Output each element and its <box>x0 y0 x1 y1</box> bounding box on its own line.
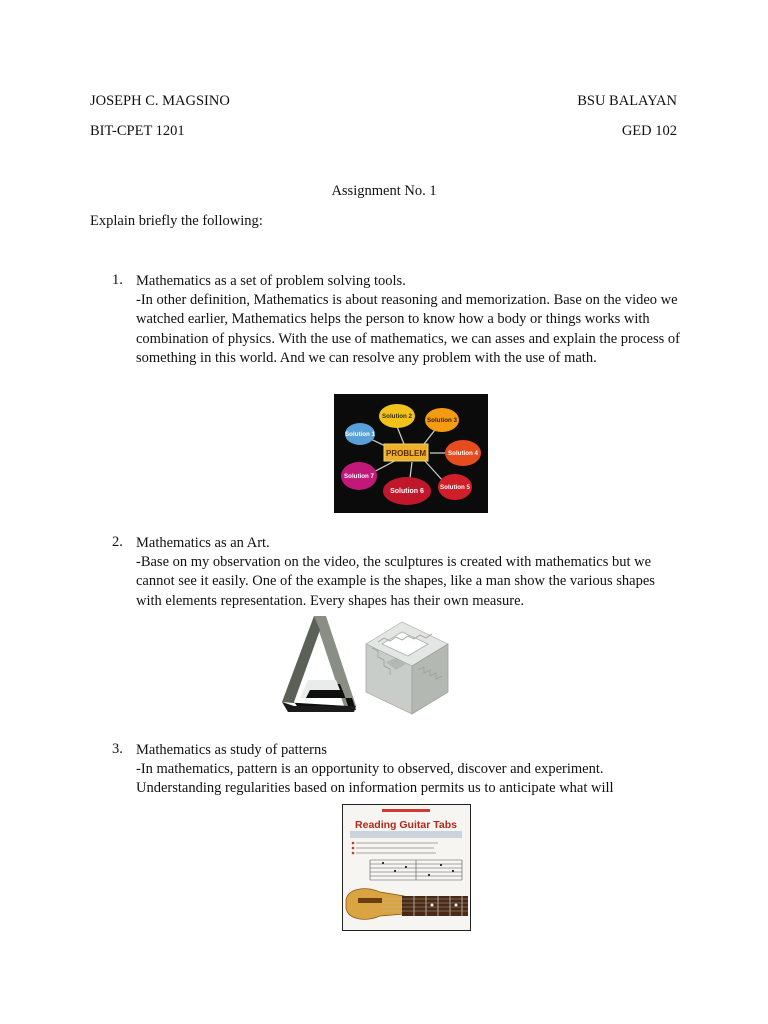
solution-7-label: Solution 7 <box>344 473 374 480</box>
item-2-heading: Mathematics as an Art. <box>136 535 270 551</box>
instruction-text: Explain briefly the following: <box>90 213 263 229</box>
solution-3-label: Solution 3 <box>427 417 457 424</box>
item-3-heading: Mathematics as study of patterns <box>136 742 327 758</box>
item-2-number: 2. <box>112 534 123 550</box>
guitar-tabs-title: Reading Guitar Tabs <box>355 819 457 831</box>
solution-4-label: Solution 4 <box>448 450 478 457</box>
problem-solution-diagram <box>334 394 488 513</box>
solution-6-label: Solution 6 <box>390 488 424 495</box>
impossible-staircase <box>366 622 448 714</box>
guitar-tabs-image <box>342 804 471 931</box>
school-name: BSU BALAYAN <box>577 93 677 109</box>
program-code: BIT-CPET 1201 <box>90 123 185 139</box>
solution-2-label: Solution 2 <box>382 413 412 420</box>
student-name: JOSEPH C. MAGSINO <box>90 93 230 109</box>
item-1-body: -In other definition, Mathematics is about reasoning and memorization. Base on the video we watched earlier, Mathematics helps the person to know how a body or things works with combination of physics. With the use of mathematics, we can asses and explain the process of something in this world. And we can resolve any problem with the use of math. <box>136 292 680 367</box>
item-3-body: -In mathematics, pattern is an opportunity to observed, discover and experiment. Understanding regularities based on information permits us to anticipate what will <box>136 761 614 797</box>
item-1-heading: Mathematics as a set of problem solving tools. <box>136 273 406 289</box>
solution-5-label: Solution 5 <box>440 484 470 491</box>
item-3-number: 3. <box>112 741 123 757</box>
impossible-shapes-image <box>278 614 454 716</box>
item-2-body: -Base on my observation on the video, the sculptures is created with mathematics but we cannot see it easily. One of the example is the shapes, like a man show the various shapes with elements representation. Every shapes has their own measure. <box>136 554 655 609</box>
impossible-triangle <box>282 616 356 712</box>
solution-1-label: Solution 1 <box>345 431 375 438</box>
item-1-number: 1. <box>112 272 123 288</box>
assignment-title: Assignment No. 1 <box>331 183 437 199</box>
course-code: GED 102 <box>621 123 677 139</box>
problem-label: PROBLEM <box>386 449 426 458</box>
